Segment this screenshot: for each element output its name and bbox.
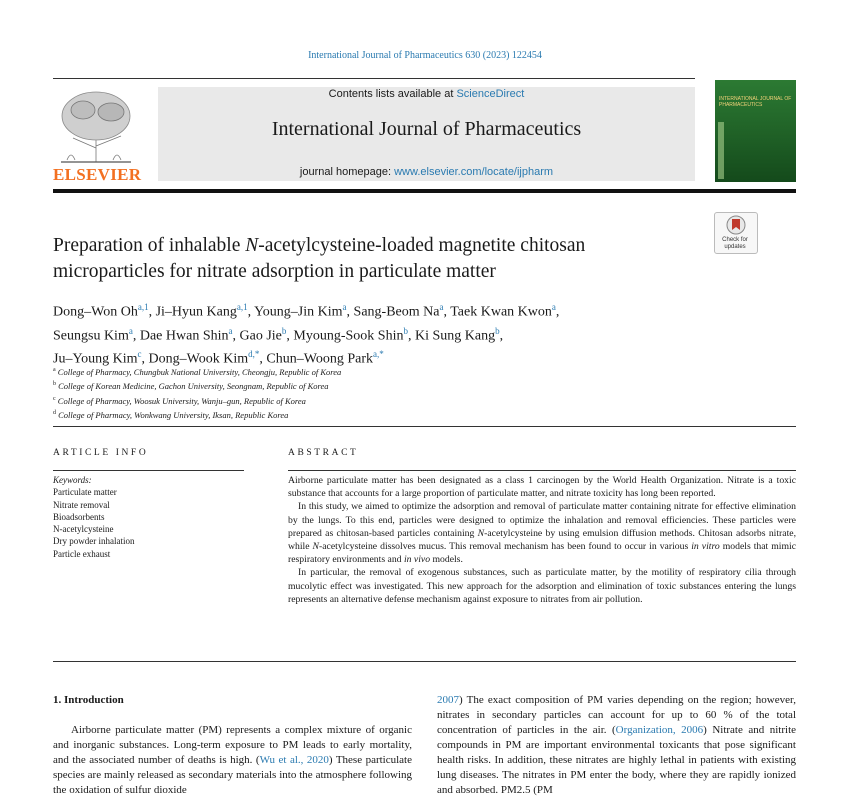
author-affiliation-ref[interactable]: a [128, 325, 133, 336]
abstract-text: In this study, we aimed to optimize the adsorption and removal of particulate matter containing nitrate for effective elimination by the lungs. To this end, particles were designed to optimize the inhalation and removal efficiencies. These particles were prepared as chitosan-based particles containing [288, 501, 796, 539]
keyword-item[interactable]: N-acetylcysteine [53, 524, 114, 535]
affiliation-text: College of Korean Medicine, Gachon University, Seongnam, Republic of Korea [58, 381, 329, 392]
intro-text: ) These particulate species are mainly released as secondary materials into the atmosphere following the oxidation of sulfur dioxide [53, 754, 412, 796]
author-affiliation-ref[interactable]: c [137, 349, 142, 360]
intro-paragraph [53, 723, 412, 798]
affiliation-list [53, 364, 553, 422]
affiliation-key: c [53, 395, 56, 402]
author-affiliation-ref[interactable]: b [281, 325, 287, 336]
abstract-text: -acetylcysteine by using emulsion diffusion methods. Chitosan adsorbs nitrate, while [288, 527, 796, 553]
section-rule [53, 426, 796, 427]
homepage-prefix: journal homepage: [299, 166, 395, 178]
abstract-paragraph: Airborne particulate matter has been designated as a class 1 carcinogen by the World Health Organization. Nitrate is a toxic substance that accounts for a large proportion of particulate matter, and nitrate toxicity has long been reported. [288, 475, 796, 500]
author-name[interactable]: Myoung-Sook Shin [293, 328, 404, 344]
header-rule [53, 78, 695, 79]
homepage-line [158, 166, 695, 178]
title-part2: -acetylcysteine-loaded magnetite chitosan microparticles for nitrate adsorption in particulate matter [53, 235, 586, 282]
contents-line [158, 88, 695, 100]
publisher-logo-text: ELSEVIER [53, 165, 142, 184]
author-affiliation-ref[interactable]: b [495, 325, 500, 336]
affiliation-item [53, 407, 553, 421]
abstract-paragraph [288, 500, 796, 566]
author-name[interactable]: Ju–Young Kim [53, 351, 138, 367]
journal-citation[interactable]: International Journal of Pharmaceutics 630 (2023) 122454 [308, 50, 542, 61]
keyword-item[interactable]: Particulate matter [53, 487, 117, 498]
intro-left-column [53, 723, 412, 798]
reference-link[interactable]: Organization, 2006 [615, 724, 704, 736]
affiliation-text: College of Pharmacy, Wonkwang University, Iksan, Republic Korea [58, 410, 289, 421]
abstract-paragraph: In particular, the removal of exogenous substances, such as particulate matter, by the motility of respiratory cilia through mucolytic effect was investigated. This new approach for the adsorption and elimination of toxic substances entering the lungs represents an alternative defense mechanism against exposure to nitrates from air pollution. [288, 567, 796, 605]
affiliation-item [53, 378, 553, 392]
affiliation-text: College of Pharmacy, Chungbuk National University, Cheongju, Republic of Korea [57, 366, 342, 377]
header-thick-rule [53, 189, 796, 193]
author-name[interactable]: Dong–Won Oh [53, 304, 138, 320]
introduction-heading: 1. Introduction [53, 694, 124, 706]
keyword-item[interactable]: Bioadsorbents [53, 511, 105, 522]
author-name[interactable]: Dae Hwan Shin [139, 328, 229, 344]
abstract-body [288, 474, 796, 606]
abstract-italic: N [312, 541, 319, 553]
author-affiliation-ref[interactable]: d,* [248, 349, 260, 360]
affiliation-key: d [53, 410, 56, 417]
author-affiliation-ref[interactable]: a [228, 325, 233, 336]
abstract-italic: in vivo [403, 554, 431, 566]
title-part1: Preparation of inhalable [53, 235, 246, 256]
author-name[interactable]: Young–Jin Kim [254, 304, 343, 320]
abstract-text: models. [430, 554, 463, 566]
author-affiliation-ref[interactable]: a [342, 302, 347, 312]
abstract-heading: ABSTRACT [288, 448, 359, 458]
intro-text: Airborne particulate matter (PM) represents a complex mixture of organic and inorganic substances. Long-term exposure to PM leads to early mortality, and the associated number of deaths is high. ( [53, 724, 412, 766]
abstract-text: -acetylcysteine dissolves mucus. This removal mechanism has been found to occur in various [319, 541, 692, 553]
affiliation-item [53, 393, 553, 407]
author-name[interactable]: Chun–Woong Park [266, 351, 373, 367]
author-name[interactable]: Taek Kwan Kwon [450, 304, 552, 320]
abstract-rule [288, 470, 796, 471]
author-affiliation-ref[interactable]: a,1 [236, 302, 248, 312]
title-italic: N [245, 235, 259, 256]
article-info-heading: ARTICLE INFO [53, 448, 149, 458]
intro-text: ) Nitrate and nitrite compounds in PM are important environmental toxicants that pose significant health risks. In addition, these nitrates are highly lethal in patients with existing lung diseases. The nitrates in PM enter the body, where they are rapidly ionized and absorbed. PM2.5 (PM [437, 724, 797, 796]
author-affiliation-ref[interactable]: a [439, 302, 444, 312]
article-info-rule [53, 470, 244, 471]
journal-title: International Journal of Pharmaceutics [271, 118, 582, 140]
affiliation-text: College of Pharmacy, Woosuk University, Wanju–gun, Republic of Korea [57, 395, 306, 406]
homepage-link[interactable]: www.elsevier.com/locate/ijpharm [394, 166, 554, 178]
author-name[interactable]: Dong–Wook Kim [148, 351, 249, 367]
author-name[interactable]: Ki Sung Kang [414, 328, 496, 344]
author-affiliation-ref[interactable]: a,1 [137, 302, 149, 312]
author-name[interactable]: Ji–Hyun Kang [155, 304, 237, 320]
intro-text: ) The exact composition of PM varies depending on the region; however, nitrates in secondary particles can account for up to 60 % of the total concentration of particles in the air. ( [437, 694, 796, 736]
intro-right-column [437, 693, 796, 798]
cover-title: INTERNATIONAL JOURNAL OF PHARMACEUTICS [719, 96, 792, 108]
contents-prefix: Contents lists available at [328, 88, 457, 100]
cover-decoration [718, 122, 724, 179]
author-affiliation-ref[interactable]: b [403, 325, 408, 336]
abstract-text: models that mimic respiratory environments and [288, 541, 797, 566]
check-for-updates-label: Check for updates [722, 237, 748, 250]
bookmark-icon [715, 213, 757, 237]
keyword-item[interactable]: Nitrate removal [53, 499, 110, 510]
section-rule-bottom [53, 661, 796, 662]
author-affiliation-ref[interactable]: a,* [372, 349, 384, 360]
keyword-item[interactable]: Particle exhaust [53, 548, 111, 559]
reference-link[interactable]: Wu et al., 2020 [259, 754, 329, 766]
affiliation-key: b [53, 381, 56, 388]
author-list: Dong–Won Oh$^{a,1}$, Ji–Hyun Kang$^{a,1}$, Young–Jin Kim$^a$, Sang-Beom Na$^a$, Taek Kwan Kwon$^a$, Seungsu Kim$^a$, Dae Hwan Shin$^a$, Gao Jie$^b$, Myoung-Sook Shin$^b$, Ki Sung Kang$^b$, Ju–Young Kim$^c$, Dong–Wook Kim$^{d,*}$, Chun–Woong Park$^{a,*}$ [53, 302, 560, 367]
author-name[interactable]: Gao Jie [239, 328, 282, 344]
paper-title [53, 233, 673, 285]
author-affiliation-ref[interactable]: a [551, 302, 556, 312]
reference-link[interactable]: 2007 [437, 694, 459, 706]
keyword-item[interactable]: Dry powder inhalation [53, 536, 135, 547]
keywords-block [53, 474, 244, 560]
affiliation-item [53, 364, 553, 378]
author-name[interactable]: Sang-Beom Na [353, 304, 440, 320]
author-name[interactable]: Seungsu Kim [53, 328, 129, 344]
abstract-italic: in vitro [691, 541, 720, 553]
abstract-italic: N [477, 527, 485, 539]
intro-paragraph [437, 693, 796, 798]
affiliation-key: a [53, 367, 56, 373]
keywords-label: Keywords: [53, 475, 92, 485]
sciencedirect-link[interactable]: ScienceDirect [456, 88, 525, 100]
